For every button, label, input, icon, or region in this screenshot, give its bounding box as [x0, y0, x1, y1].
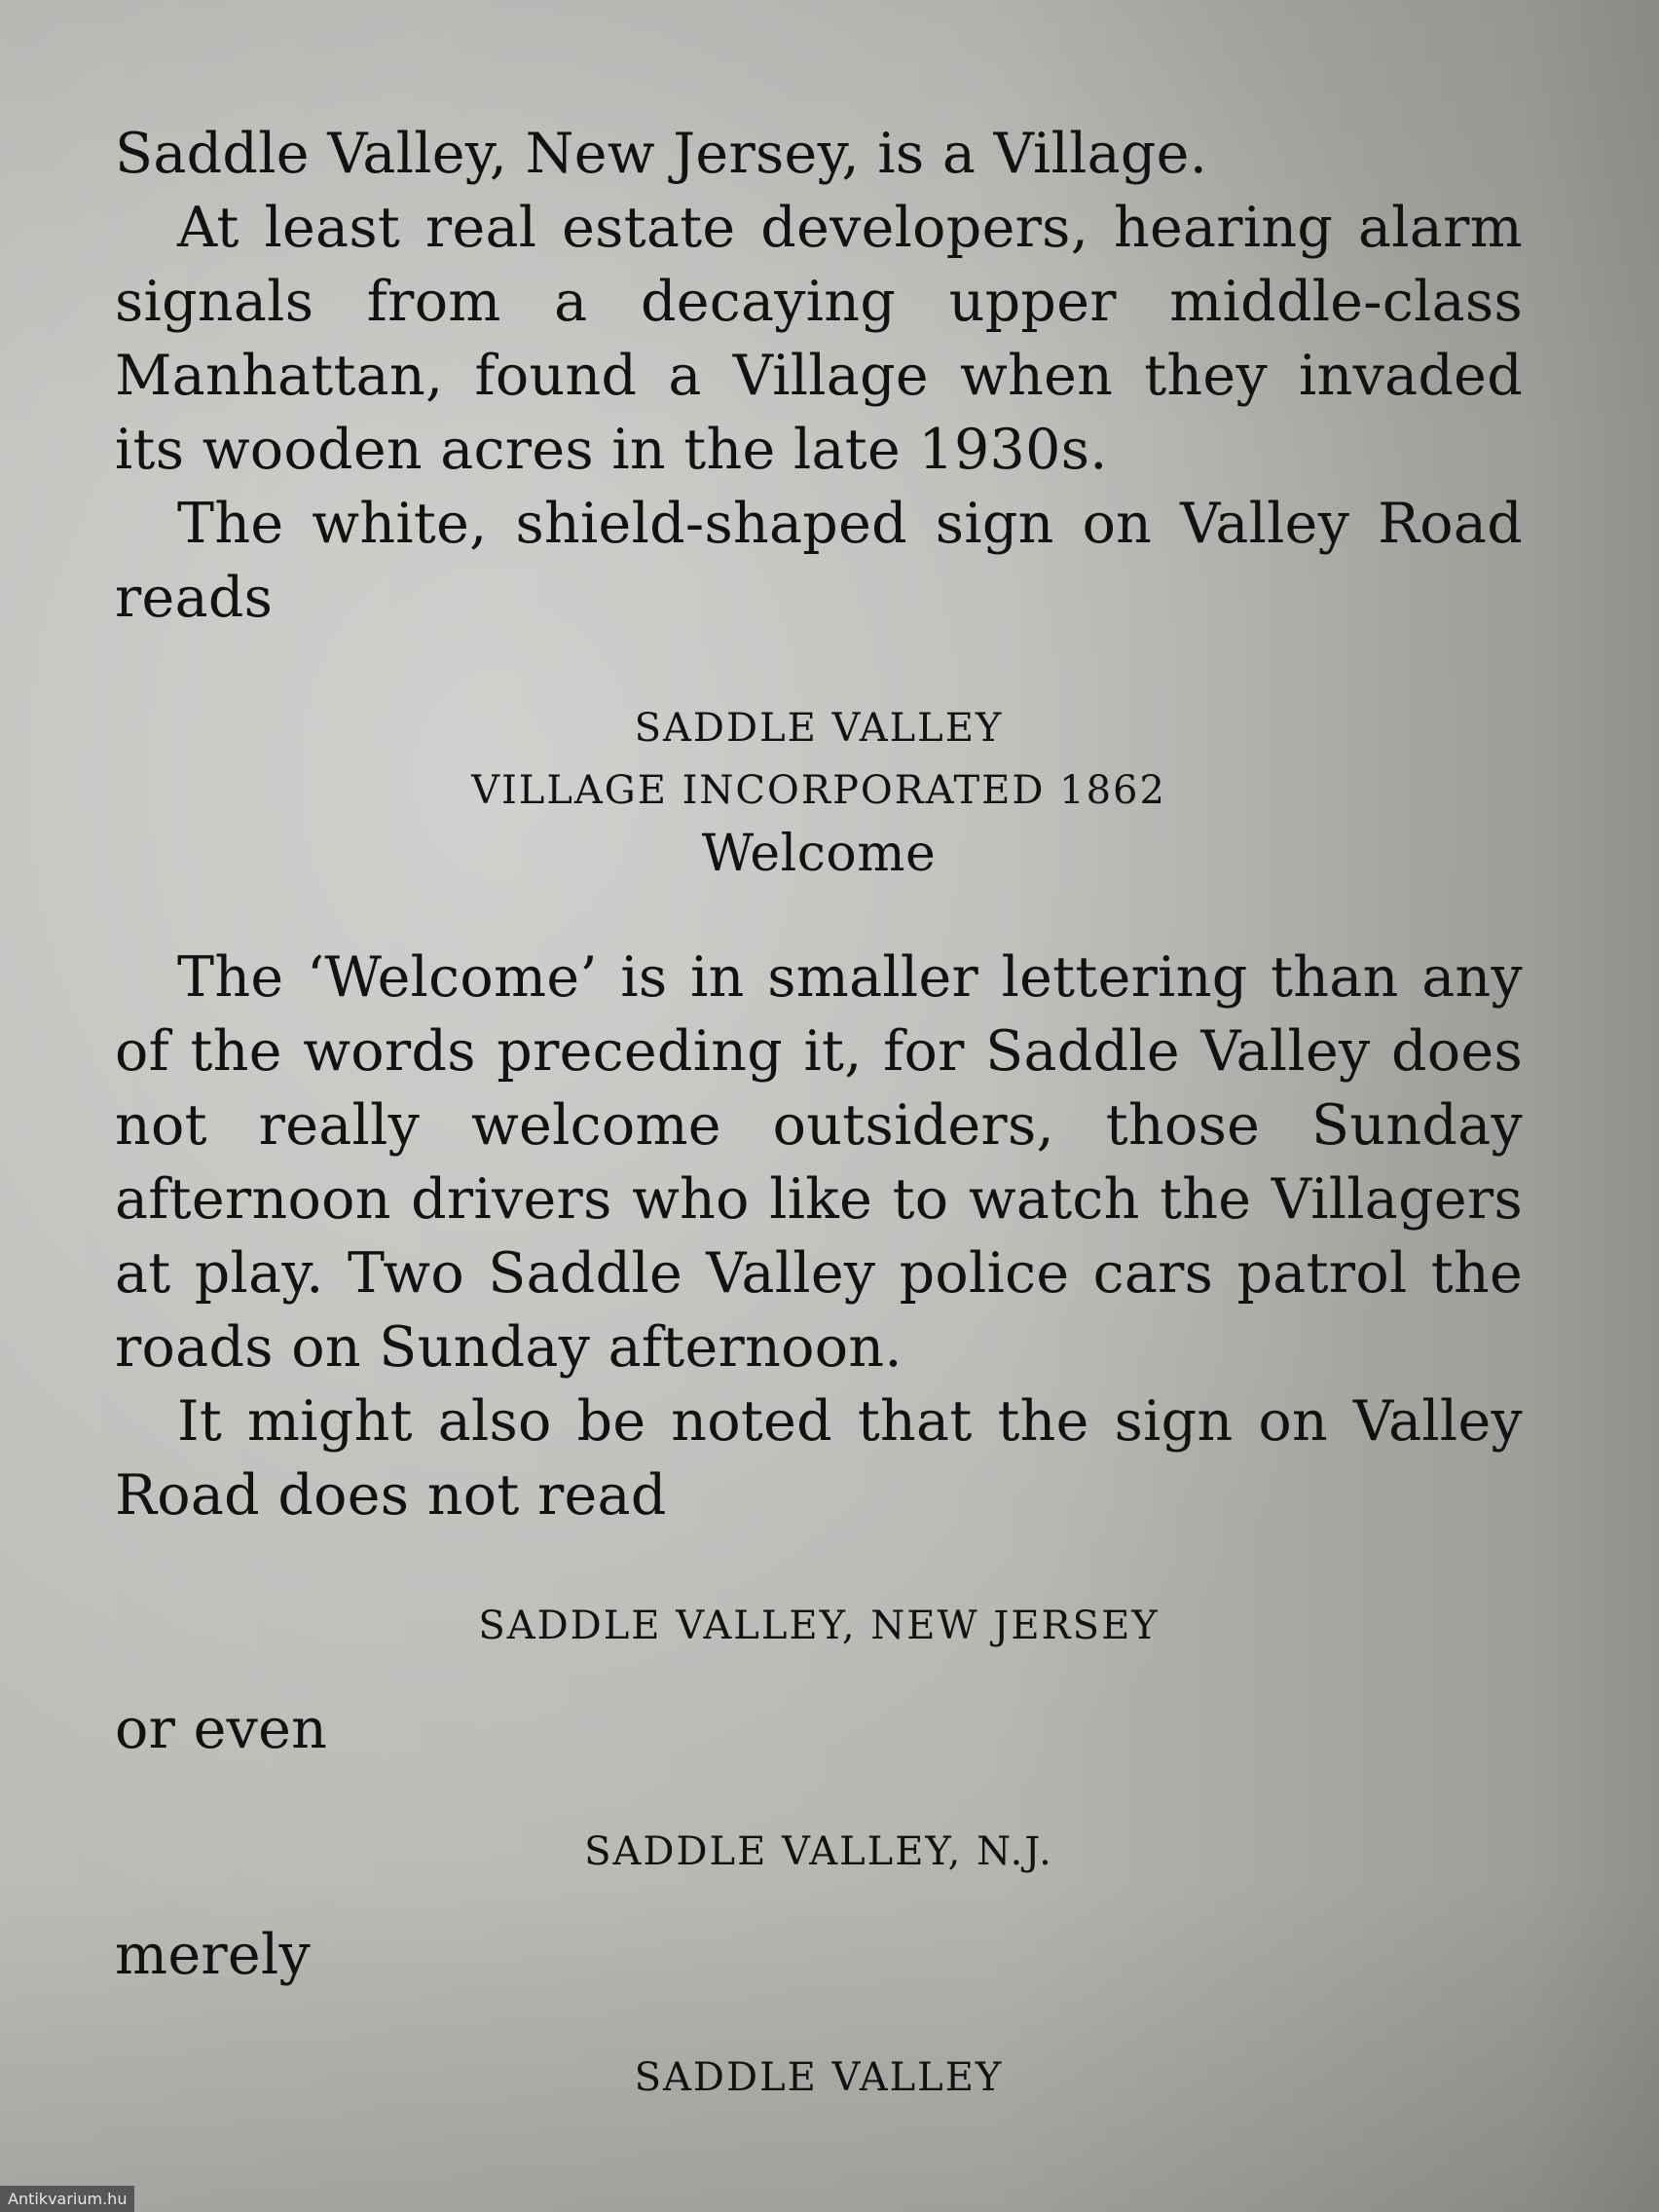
paragraph-opening: Saddle Valley, New Jersey, is a Village.: [115, 122, 1208, 186]
paragraph-or-even: or even: [115, 1697, 328, 1761]
paragraph-not-read: It might also be noted that the sign on Valley Road does not read: [115, 1389, 1523, 1528]
watermark-label: Antikvarium.hu: [0, 2186, 134, 2212]
paragraph-merely: merely: [115, 1923, 311, 1987]
paragraph-welcome: The ‘Welcome’ is in smaller lettering than any of the words preceding it, for Saddle Valley does not really welcome outsiders, those Sunday afternoon drivers who like to watch the Villagers at play. Two Saddle Valley police cars patrol the roads on Sunday afternoon.: [115, 945, 1523, 1380]
sign-text-full: [115, 697, 1523, 886]
sign-line-incorporated: VILLAGE INCORPORATED 1862: [471, 768, 1166, 813]
sign-line-nj: SADDLE VALLEY, N.J.: [584, 1829, 1053, 1874]
paragraph-sign-intro: The white, shield-shaped sign on Valley Road reads: [115, 492, 1523, 630]
sign-text-new-jersey: [115, 1595, 1523, 1657]
sign-line-short: SADDLE VALLEY: [634, 2055, 1004, 2100]
sign-text-short: [115, 2046, 1523, 2109]
sign-line-welcome: Welcome: [701, 825, 937, 883]
sign-line-new-jersey: SADDLE VALLEY, NEW JERSEY: [478, 1604, 1160, 1648]
sign-line-name: SADDLE VALLEY: [634, 706, 1004, 751]
book-page: [115, 117, 1523, 2109]
paragraph-developers: At least real estate developers, hearing alarm signals from a decaying upper middle-class Manhattan, found a Village when they invaded its wooden acres in the late 1930s.: [115, 196, 1523, 482]
sign-text-nj: [115, 1821, 1523, 1883]
